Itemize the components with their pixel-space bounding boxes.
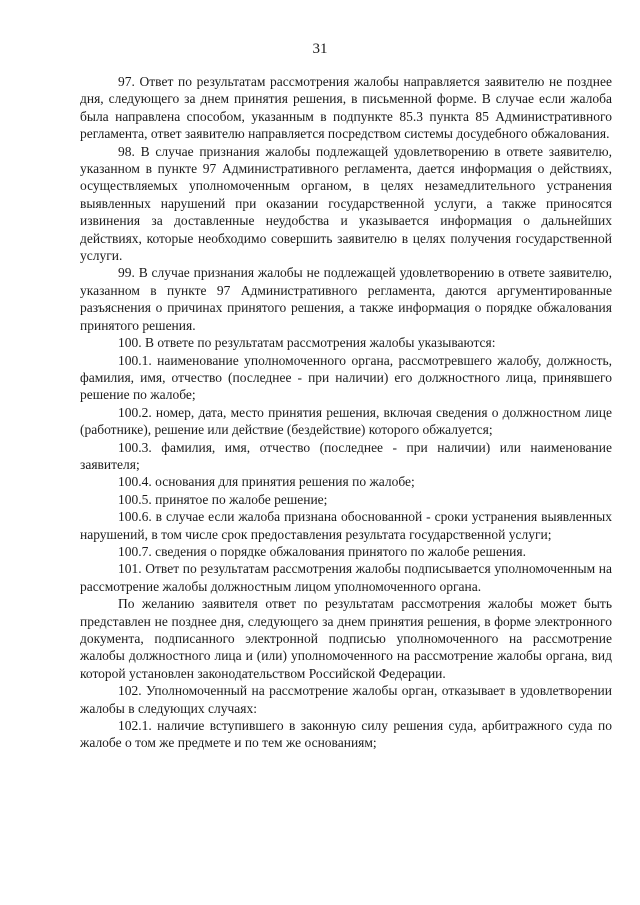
paragraph-97: 97. Ответ по результатам рассмотрения жалобы направляется заявителю не позднее дня, следующего за днем принятия решения, в письменной форме. В случае если жалоба была направлена способом, указанным в подпункте 85.3 пункта 85 Административного регламента, ответ заявителю направляется посредством системы досудебного обжалования. [80,74,612,142]
paragraph-98: 98. В случае признания жалобы подлежащей удовлетворению в ответе заявителю, указанном в пункте 97 Административного регламента, дается информация о действиях, осуществляемых уполномоченным органом, в целях незамедлительного устранения выявленных нарушений при оказании государственной услуги, а также приносятся извинения за доставленные неудобства и указывается информация о дальнейших действиях, которые необходимо совершить заявителю в целях получения государственной услуги. [80,143,612,264]
paragraph-100-5: 100.5. принятое по жалобе решение; [118,491,328,507]
paragraph-100-3: 100.3. фамилия, имя, отчество (последнее - при наличии) или наименование заявителя; [80,439,612,472]
paragraph-100: 100. В ответе по результатам рассмотрения жалобы указываются: [118,335,496,351]
document-body [80,73,612,752]
paragraph-100-6: 100.6. в случае если жалоба признана обоснованной - сроки устранения выявленных нарушений, в том числе срок предоставления результата государственной услуги; [80,509,612,542]
paragraph-102-1: 102.1. наличие вступившего в законную силу решения суда, арбитражного суда по жалобе о том же предмете и по тем же основаниям; [80,718,612,751]
paragraph-100-4: 100.4. основания для принятия решения по жалобе; [118,474,415,490]
paragraph-100-2: 100.2. номер, дата, место принятия решения, включая сведения о должностном лице (работнике), решение или действие (бездействие) которого обжалуется; [80,404,612,438]
paragraph-102: 102. Уполномоченный на рассмотрение жалобы орган, отказывает в удовлетворении жалобы в следующих случаях: [80,683,612,716]
paragraph-101-electronic: По желанию заявителя ответ по результатам рассмотрения жалобы может быть представлен не позднее дня, следующего за днем принятия решения, в форме электронного документа, подписанного электронной подписью уполномоченного на рассмотрение жалобы должностного лица и (или) уполномоченного на рассмотрение жалобы органа, вид которой установлен законодательством Российской Федерации. [80,596,612,681]
paragraph-100-1: 100.1. наименование уполномоченного органа, рассмотревшего жалобу, должность, фамилия, имя, отчество (последнее - при наличии) его должностного лица, принявшего решение по жалобе; [80,352,612,403]
page-number: 31 [312,41,328,57]
paragraph-99: 99. В случае признания жалобы не подлежащей удовлетворению в ответе заявителю, указанном в пункте 97 Административного регламента, даются аргументированные разъяснения о причинах принятого решения, а также информация о порядке обжалования принятого решения. [80,265,612,333]
paragraph-100-7: 100.7. сведения о порядке обжалования принятого по жалобе решения. [118,543,526,559]
paragraph-101: 101. Ответ по результатам рассмотрения жалобы подписывается уполномоченным на рассмотрение жалобы должностным лицом уполномоченного органа. [80,561,612,594]
